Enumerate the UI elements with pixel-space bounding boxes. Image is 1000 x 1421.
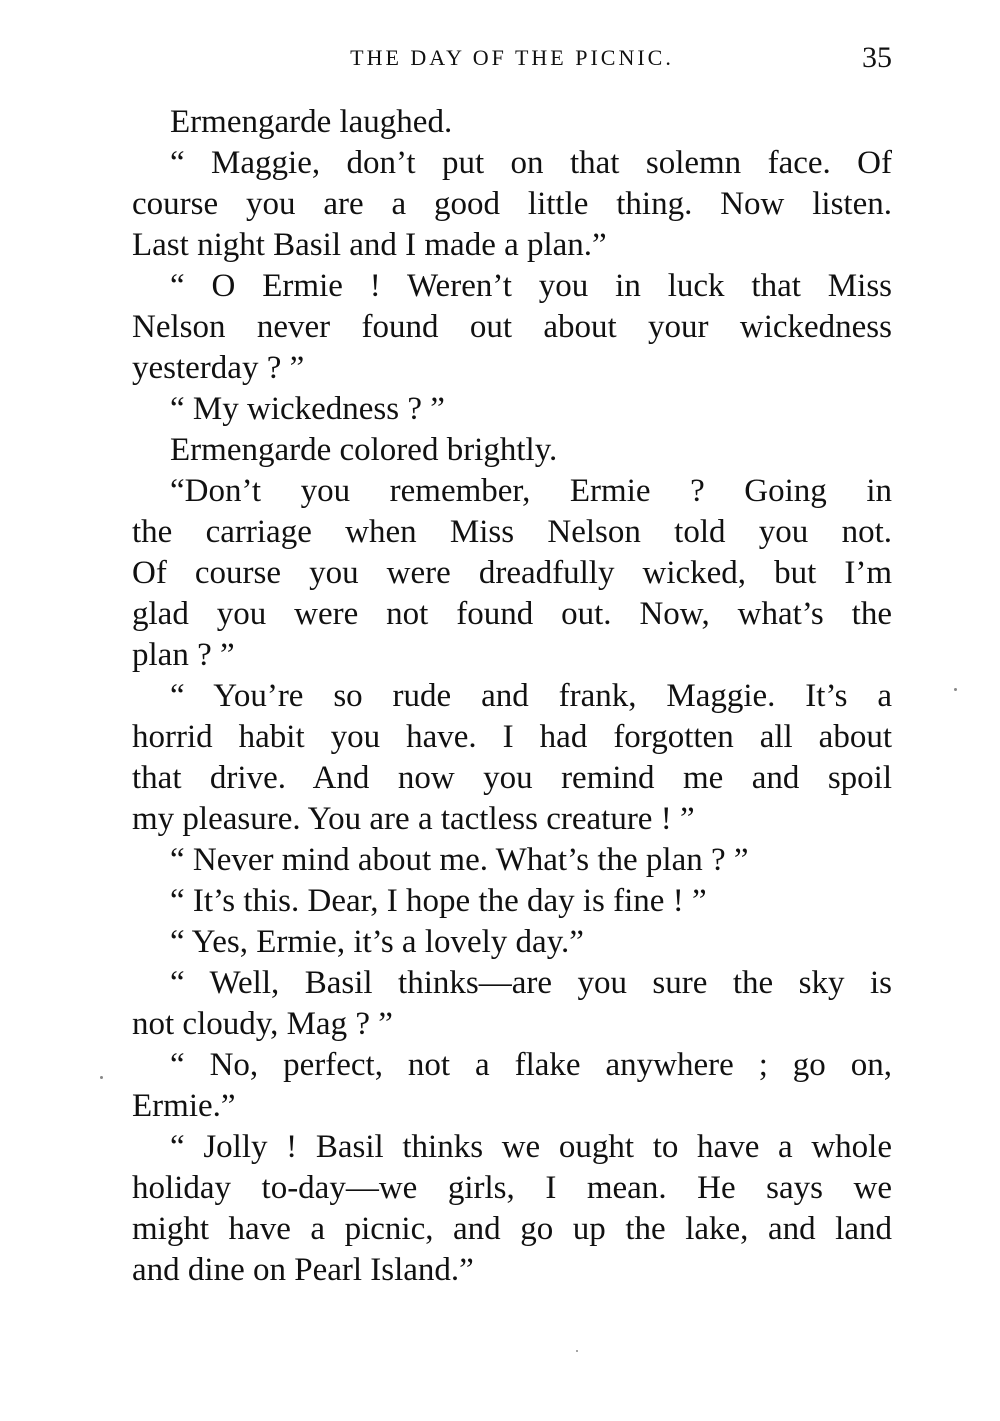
text-line: might have a picnic, and go up the lake, and land (132, 1211, 892, 1247)
text-line: Last night Basil and I made a plan.” (132, 227, 607, 263)
text-line: and dine on Pearl Island.” (132, 1252, 474, 1288)
text-line: horrid habit you have. I had forgotten all about (132, 719, 892, 755)
text-line: Nelson never found out about your wickedness (132, 309, 892, 345)
text-line: holiday to-day—we girls, I mean. He says we (132, 1170, 892, 1206)
paper-speck (100, 1076, 103, 1079)
text-line: “ It’s this. Dear, I hope the day is fine ! ” (170, 883, 707, 919)
text-line: Ermie.” (132, 1088, 236, 1124)
text-line: “ Well, Basil thinks—are you sure the sky is (170, 965, 892, 1001)
running-title: THE DAY OF THE PICNIC. (350, 45, 674, 70)
text-line: Ermengarde laughed. (170, 104, 453, 140)
text-line: glad you were not found out. Now, what’s the (132, 596, 892, 632)
text-line: my pleasure. You are a tactless creature ! ” (132, 801, 695, 837)
page-number: 35 (862, 41, 892, 74)
text-line: “ No, perfect, not a flake anywhere ; go on, (170, 1047, 892, 1083)
text-line: that drive. And now you remind me and spoil (132, 760, 892, 796)
text-line: yesterday ? ” (132, 350, 305, 386)
paper-speck (576, 1350, 578, 1352)
text-line: “ My wickedness ? ” (170, 391, 445, 427)
text-line: “ You’re so rude and frank, Maggie. It’s a (170, 678, 892, 714)
text-line: Ermengarde colored brightly. (170, 432, 558, 468)
paper-speck (954, 688, 957, 691)
text-line: “ Yes, Ermie, it’s a lovely day.” (170, 924, 584, 960)
text-line: “ Never mind about me. What’s the plan ? ” (170, 842, 749, 878)
text-line: “ Maggie, don’t put on that solemn face. Of (170, 145, 892, 181)
text-line: Of course you were dreadfully wicked, but I’m (132, 555, 892, 591)
text-line: “ Jolly ! Basil thinks we ought to have a whole (170, 1129, 892, 1165)
text-line: course you are a good little thing. Now listen. (132, 186, 892, 222)
text-line: “ O Ermie ! Weren’t you in luck that Miss (170, 268, 892, 304)
text-line: plan ? ” (132, 637, 235, 673)
text-line: not cloudy, Mag ? ” (132, 1006, 393, 1042)
body-text (132, 102, 892, 1291)
running-header (132, 38, 892, 78)
text-line: “Don’t you remember, Ermie ? Going in (170, 473, 892, 509)
text-line: the carriage when Miss Nelson told you not. (132, 514, 892, 550)
